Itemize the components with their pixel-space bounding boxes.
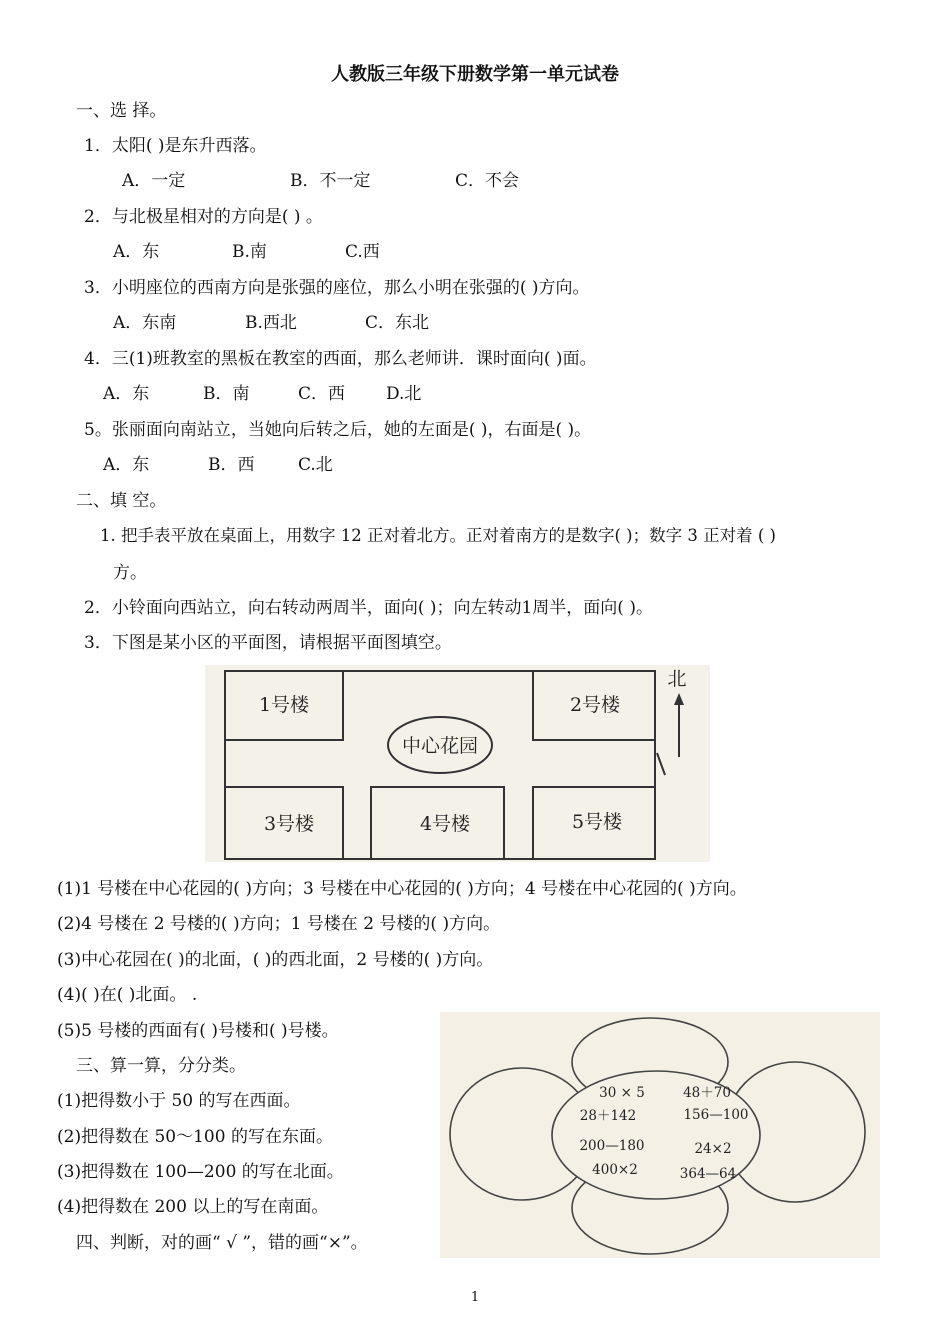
option-1-1-a: A．一定 [122, 171, 186, 191]
section-4-heading: 四、判断，对的画“ √ ”，错的画“×”。 [76, 1233, 368, 1253]
garden-label: 中心花园 [401, 735, 479, 757]
section-3-heading: 三、算一算，分分类。 [76, 1056, 246, 1076]
section-2-heading: 二、填 空。 [76, 491, 167, 511]
building-2-label: 2号楼 [569, 694, 621, 716]
option-1-1-c: C．不会 [455, 171, 520, 191]
question-2-1: 1. 把手表平放在桌面上，用数字 12 正对着北方。正对着南方的是数字( )；数字 3 正对着 ( ) [100, 526, 776, 545]
page-number: 1 [470, 1290, 480, 1305]
question-1-2: 2．与北极星相对的方向是( ) 。 [84, 207, 323, 227]
sub-question-5: (5)5 号楼的西面有( )号楼和( )号楼。 [57, 1021, 339, 1041]
option-1-2-c: C.西 [345, 242, 380, 262]
option-1-5-a: A．东 [103, 455, 150, 475]
option-1-4-d: D.北 [386, 384, 422, 404]
question-2-1-cont: 方。 [113, 563, 147, 583]
sub-question-1: (1)1 号楼在中心花园的( )方向；3 号楼在中心花园的( )方向；4 号楼在中心花园的( )方向。 [57, 879, 747, 899]
option-1-4-a: A．东 [103, 384, 150, 404]
expr-6: 24×2 [694, 1141, 732, 1157]
option-1-3-c: C．东北 [365, 313, 430, 333]
flower-diagram [440, 1012, 880, 1258]
rule-4: (4)把得数在 200 以上的写在南面。 [57, 1197, 329, 1217]
question-1-3: 3．小明座位的西南方向是张强的座位，那么小明在张强的( )方向。 [84, 278, 590, 298]
option-1-2-a: A．东 [113, 242, 160, 262]
expr-7: 400×2 [592, 1162, 638, 1178]
question-1-1: 1．太阳( )是东升西落。 [84, 136, 267, 156]
question-1-5: 5。张丽面向南站立，当她向后转之后，她的左面是( )，右面是( )。 [84, 420, 592, 440]
north-label: 北 [667, 668, 687, 690]
question-1-4: 4．三(1)班教室的黑板在教室的西面，那么老师讲．课时面向( )面。 [84, 349, 597, 369]
community-map [205, 665, 710, 862]
question-2-3: 3．下图是某小区的平面图，请根据平面图填空。 [84, 633, 452, 653]
page-title: 人教版三年级下册数学第一单元试卷 [331, 64, 619, 85]
option-1-3-a: A．东南 [113, 313, 177, 333]
option-1-1-b: B．不一定 [290, 171, 371, 191]
expr-4: 156—100 [683, 1107, 749, 1123]
question-2-2: 2．小铃面向西站立，向右转动两周半，面向( )；向左转动1周半，面向( )。 [84, 598, 653, 618]
expr-3: 28＋142 [579, 1108, 637, 1124]
option-1-5-c: C.北 [298, 455, 333, 475]
sub-question-3: (3)中心花园在( )的北面，( )的西北面，2 号楼的( )方向。 [57, 950, 494, 970]
section-1-heading: 一、选 择。 [76, 101, 167, 121]
rule-3: (3)把得数在 100—200 的写在北面。 [57, 1162, 344, 1182]
sub-question-4: (4)( )在( )北面。 . [57, 985, 198, 1005]
expr-5: 200—180 [579, 1138, 645, 1154]
option-1-3-b: B.西北 [245, 313, 297, 333]
building-4-label: 4号楼 [419, 813, 471, 835]
rule-1: (1)把得数小于 50 的写在西面。 [57, 1091, 301, 1111]
rule-2: (2)把得数在 50～100 的写在东面。 [57, 1127, 333, 1147]
option-1-5-b: B．西 [208, 455, 255, 475]
building-3-label: 3号楼 [263, 813, 315, 835]
sub-question-2: (2)4 号楼在 2 号楼的( )方向；1 号楼在 2 号楼的( )方向。 [57, 914, 501, 934]
building-1-label: 1号楼 [258, 694, 310, 716]
expr-2: 48＋70 [683, 1085, 731, 1101]
option-1-4-c: C．西 [298, 384, 346, 404]
building-5-label: 5号楼 [571, 811, 623, 833]
option-1-4-b: B．南 [203, 384, 250, 404]
option-1-2-b: B.南 [232, 242, 267, 262]
expr-8: 364—64 [679, 1166, 737, 1182]
expr-1: 30 × 5 [599, 1085, 645, 1101]
